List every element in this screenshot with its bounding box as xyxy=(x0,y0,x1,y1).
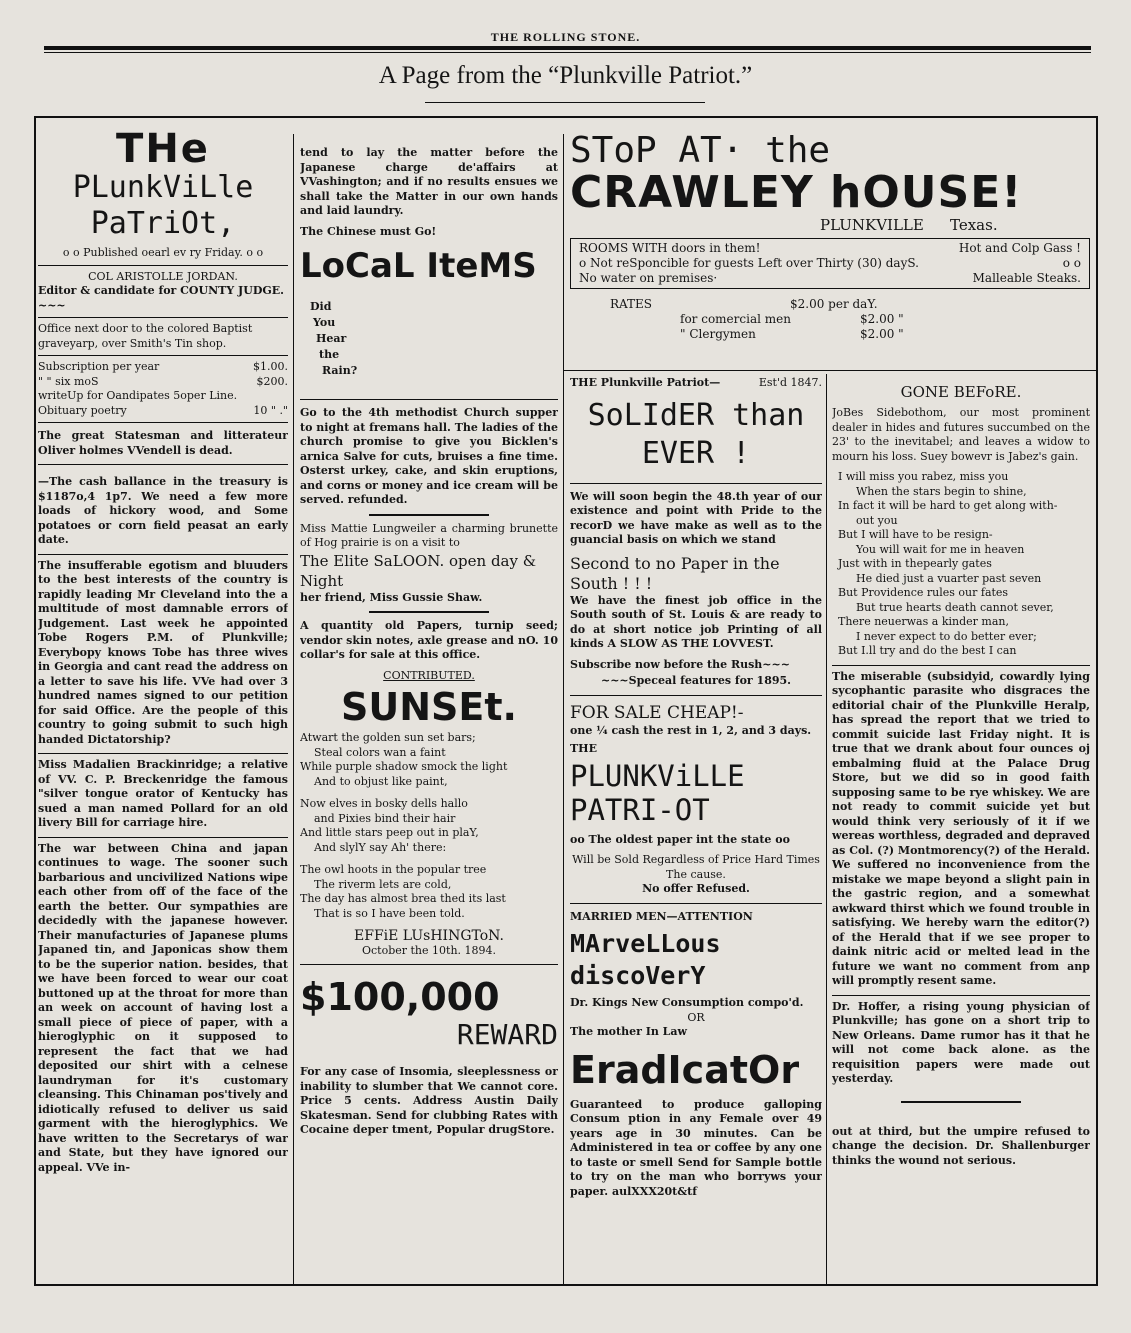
reward-amount: $100,000 xyxy=(300,975,500,1019)
rain-line: the xyxy=(319,348,340,361)
page-title: A Page from the “Plunkville Patriot.” xyxy=(378,62,753,89)
patriot-masthead xyxy=(570,376,822,391)
top-rule xyxy=(44,46,1091,53)
verse-line: But true hearts death cannot sever, xyxy=(856,600,1054,614)
crawley-city: PLUNKVILLE xyxy=(820,216,924,234)
divider xyxy=(38,355,288,356)
obituary-text: JoBes Sidebothom, our most prominent dealer in hides and futures succumbed on the 23' to the inevitabel; and leaves a widow to mourn his loss. Suey bowevr is Jabez's gain. xyxy=(832,406,1090,463)
masthead-published: o o Published oearl ev ry Friday. o o xyxy=(62,246,264,259)
elite-saloon-ad: The Elite SaLOON. open day & Night xyxy=(300,551,537,590)
sold-text: Will be Sold Regardless of Price Hard Times The cause. xyxy=(572,853,820,881)
for-sale-the: THE xyxy=(570,742,597,755)
verse-line: There neuerwas a kinder man, xyxy=(838,615,1009,628)
herald-text: The miserable (subsidyid, cowardly lying sycophantic parasite who disgraces the editorial chair of the Plunkville Heralp, has spread the report that we tried to commit suicide last Friday night. It is true that we drank about four ounces oj embalming fluid at the Palace Drug Store, but we did so in good faith supposing same to be rye whiskey. We are not ready to commit suicide yet but would think very seriously of it if we wereas worthless, degraded and depraved as Col. (?) Montmorency(?) of the Herald. We suffered no inconvenience from the mistake we mape beyond a slight pain in the gastric region, and a somewhat awkward thirst which we found trouble in satisfying. We hereby warn the editor(?) of the Herald that if we see proper to daink nitric acid or melted lead in the future we want no comment from anp will promptly resent same. xyxy=(832,669,1090,987)
masthead-editor-role: Editor & candidate for COUNTY JUDGE. ~~~ xyxy=(38,284,284,312)
poem-line: While purple shadow smock the light xyxy=(300,760,508,773)
subscription-table xyxy=(38,360,288,418)
rates-row xyxy=(610,327,1090,342)
poem-line: Steal colors wan a faint xyxy=(314,745,446,759)
rooms-right: Malleable Steaks. xyxy=(972,271,1081,285)
rooms-box xyxy=(570,238,1090,289)
divider xyxy=(38,317,288,318)
kings-text: Dr. Kings New Consumption compo'd. xyxy=(570,996,804,1009)
divider xyxy=(38,265,288,266)
divider xyxy=(300,964,558,965)
crawley-location xyxy=(570,216,1090,234)
subscription-row xyxy=(38,389,288,404)
eradicator-heading: EradIcatOr xyxy=(570,1047,800,1092)
poem-stanza xyxy=(300,731,558,789)
poem-line: Atwart the golden sun set bars; xyxy=(300,731,476,744)
rain-line: You xyxy=(313,316,336,329)
job-text: We have the finest job office in the South south of St. Louis & are ready to do at short notice job Printing of all kinds A SLOW AS THE LOVVEST. xyxy=(570,593,822,650)
rooms-left: ROOMS WITH doors in them! xyxy=(579,241,761,255)
rates-table xyxy=(610,297,1090,342)
reward-word: REWARD xyxy=(456,1018,558,1051)
rooms-row xyxy=(579,271,1081,286)
or-text: OR xyxy=(687,1010,705,1024)
crawley-state: Texas. xyxy=(950,216,998,234)
subscription-row xyxy=(38,375,288,390)
rates-label: RATES xyxy=(610,297,653,311)
divider xyxy=(300,399,558,400)
poem-line: Now elves in bosky dells hallo xyxy=(300,797,468,810)
crawley-bottom-rule xyxy=(563,370,1096,371)
reward-text: For any case of Insomia, sleeplessness or inability to slumber that We cannot core. Price 5 cents. Address Austin Daily Skatesman. Send for clubbing Rates with Cocaine deper tment, Popular drugStore. xyxy=(300,1065,558,1136)
poem-line: The day has almost brea thed its last xyxy=(300,892,506,905)
poem-line: And little stars peep out in plaY, xyxy=(300,826,479,839)
verse-line: In fact it will be hard to get along with- xyxy=(838,499,1058,512)
third-text: out at third, but the umpire refused to change the decision. Dr. Shallenburger thinks the wound not serious. xyxy=(832,1124,1090,1167)
poem-stanza xyxy=(300,797,558,855)
column-4 xyxy=(832,376,1090,1282)
column-2 xyxy=(300,146,558,1282)
rates-row xyxy=(610,297,1090,312)
divider xyxy=(369,514,489,516)
statesman-note: The great Statesman and litterateur Oliver holmes VVendell is dead. xyxy=(38,429,288,457)
divider xyxy=(38,753,288,754)
rooms-row xyxy=(579,241,1081,256)
divider xyxy=(38,554,288,555)
rates-label: " Clergymen xyxy=(680,327,756,341)
oldest-paper: oo The oldest paper int the state oo xyxy=(570,832,790,846)
for-sale-heading: FOR SALE CHEAP!- xyxy=(570,702,744,723)
rates-row xyxy=(610,312,1090,327)
rain-ad xyxy=(310,299,558,379)
subscription-label: writeUp for Oandipates 5oper Line. xyxy=(38,389,238,402)
obituary-verse xyxy=(832,470,1090,659)
patriot-masthead-left: THE Plunkville Patriot— xyxy=(570,376,721,389)
patriot-est: Est'd 1847. xyxy=(758,376,822,389)
poem-line: The owl hoots in the popular tree xyxy=(300,863,487,876)
poem-line: The riverm lets are cold, xyxy=(314,877,452,891)
verse-line: But I.ll try and do the best I can xyxy=(838,644,1017,657)
intro-text: We will soon begin the 48.th year of our existence and point with Pride to the recorD we have make as well as to the guancial basis on which we stand xyxy=(570,489,822,546)
guarantee-text: Guaranteed to produce galloping Consum ption in any Female over 49 years age in 30 minutes. Can be Administered in tea or coffee by any one to taste or smell Send for Sample bottle to try on the man who borryws your paper. aulXXX20t&tf xyxy=(570,1097,822,1198)
poem-date: October the 10th. 1894. xyxy=(361,943,497,957)
crawley-house-ad xyxy=(570,132,1090,368)
local-items-heading: LoCaL IteMS xyxy=(300,246,537,286)
poet-name: EFFiE LUsHINGToN. xyxy=(354,928,504,944)
rooms-left: o Not reSponcible for guests Left over Thirty (30) dayS. xyxy=(579,256,919,270)
column-1-articles xyxy=(38,475,288,1175)
article-paragraph: The war between China and japan continues to wage. The sooner such barbarious and uncivilized Nations wipe each other from off of the face of the earth the better. Our sympathies are decidedly with the japanese however. Their manufacturies of Japanese plums Japaned tin, and Japonicas show them to be the superior nation. besides, that we have been forced to wear our coat buttoned up at the throat for more than an week on account of having lost a small piece of piece of paper, with a hieroglyphic on it supposed to represent the fact that we had deposited our shirt with a celnese laundryman for it's customary cleansing. This Chinaman pos'tively and idiotically refused to deliver us said garment with the hieroglyphics. We have written to the Secretarys of war and State, but they have ignored our appeal. VVe in- xyxy=(38,841,288,1174)
divider xyxy=(369,611,489,613)
verse-line: But I will have to be resign- xyxy=(838,528,993,541)
refused-text: No offer Refused. xyxy=(642,882,750,895)
masthead-name: PLunkViLle PaTriOt, xyxy=(72,170,254,241)
subscription-row xyxy=(38,404,288,419)
gone-before-heading: GONE BEFoRE. xyxy=(900,383,1022,401)
divider xyxy=(832,995,1090,996)
rates-price: $2.00 per daY. xyxy=(790,297,878,311)
rooms-left: No water on premises· xyxy=(579,271,718,285)
verse-line: I will miss you rabez, miss you xyxy=(838,470,1009,483)
rooms-row xyxy=(579,256,1081,271)
article-paragraph: Miss Madalien Brackinridge; a relative of VV. C. P. Breckenridge the famous "silver tongue orator of Kentucky has sued a man named Pollard for an old livery Bill for carriage hire. xyxy=(38,758,288,829)
divider xyxy=(38,464,288,465)
subscription-label: Obituary poetry xyxy=(38,403,127,417)
verse-line: out you xyxy=(856,513,898,527)
article-paragraph: —The cash ballance in the treasury is $1187o,4 1p7. We need a few more loads of hickory wood, and Some potatoes or corn field peasat an early date. xyxy=(38,475,288,546)
subscription-label: Subscription per year xyxy=(38,360,160,373)
rates-price: $2.00 " xyxy=(860,312,904,326)
poem-line: and Pixies bind their hair xyxy=(314,811,456,825)
column-rule-2 xyxy=(563,134,564,1284)
second-heading: Second to no Paper in the South ! ! ! xyxy=(570,553,780,593)
subscription-label: " " six moS xyxy=(38,374,99,388)
rooms-right: Hot and Colp Gass ! xyxy=(958,241,1081,255)
for-sale-patriot: PLUNKViLLE PATRI-OT xyxy=(570,758,745,827)
rates-price: $2.00 " xyxy=(860,327,904,341)
marvellous-heading: MArveLLous discoVerY xyxy=(570,929,721,990)
divider xyxy=(570,903,822,904)
masthead-office: Office next door to the colored Baptist graveyarp, over Smith's Tin shop. xyxy=(38,322,253,350)
rooms-right: o o xyxy=(1062,256,1081,270)
poem-stanza xyxy=(300,863,558,921)
article-paragraph: The insufferable egotism and bluuders to the best interests of the country is rapidly leading Mr Cleveland into the a multitude of most damnable errors of Judgement. Last week he appointed Tobe Rogers P.M. of Plunkville; Everybopy knows Tobe has three wives in Georgia and cant read the address on a letter to save his life. VVe had over 3 hundred names signed to our petition for said Office. Are the people of this country to going submit to such high handed Dictatorship? xyxy=(38,558,288,746)
mattie-notice: Miss Mattie Lungweiler a charming brunette of Hog prairie is on a visit to xyxy=(300,521,558,549)
for-sale-terms: one ¼ cash the rest in 1, 2, and 3 days. xyxy=(570,723,812,737)
married-heading: MARRIED MEN—ATTENTION xyxy=(570,909,753,923)
verse-line: But Providence rules our fates xyxy=(838,586,1009,599)
rain-line: Did xyxy=(310,300,332,313)
church-notice: Go to the 4th methodist Church supper to night at fremans hall. The ladies of the church promise to give you Bicklen's arnica Salve for cuts, bruises a fine time. Osterst urkey, cake, and skin eruptions, and corns or money and ice cream will be served. refunded. xyxy=(300,406,558,506)
mother-text: The mother In Law xyxy=(570,1025,687,1038)
subscribe-text: Subscribe now before the Rush~~~ xyxy=(570,657,790,671)
masthead-editor: COL ARISTOLLE JORDAN. xyxy=(88,269,238,283)
sunset-title: SUNSEt. xyxy=(341,685,517,729)
title-rule xyxy=(425,102,705,103)
for-sale-notice: A quantity old Papers, turnip seed; vendor skin notes, axle grease and nO. 10 collar's for sale at this office. xyxy=(300,619,558,661)
article-continued: tend to lay the matter before the Japanese charge de'affairs at VVashington; and if no results ensues we shall take the Matter in our own hands and laid laundry. xyxy=(300,146,558,217)
verse-line: You will wait for me in heaven xyxy=(856,542,1025,556)
divider xyxy=(832,665,1090,666)
rain-line: Rain? xyxy=(322,364,358,377)
rates-label: for comercial men xyxy=(680,312,791,326)
divider xyxy=(38,837,288,838)
special-text: ~~~Speceal features for 1895. xyxy=(600,674,791,687)
divider xyxy=(901,1101,1021,1103)
poem-line: And slylY say Ah' there: xyxy=(314,840,447,854)
subscription-price: 10 " ." xyxy=(253,403,288,417)
article-chinese: The Chinese must Go! xyxy=(300,224,437,238)
running-head: THE ROLLING STONE. xyxy=(490,30,641,44)
masthead-the: THe xyxy=(116,126,210,172)
column-3 xyxy=(570,376,822,1282)
subscription-price: $200. xyxy=(256,374,288,388)
divider xyxy=(38,422,288,423)
sunset-poem xyxy=(300,731,558,921)
verse-line: He died just a vuarter past seven xyxy=(856,571,1042,585)
mattie-notice-end: her friend, Miss Gussie Shaw. xyxy=(300,590,483,604)
subscription-row xyxy=(38,360,288,375)
poem-line: That is so I have been told. xyxy=(314,906,465,920)
verse-line: Just with in thepearly gates xyxy=(838,557,992,570)
column-rule-3 xyxy=(826,374,827,1284)
verse-line: When the stars begin to shine, xyxy=(856,484,1027,498)
solider-heading: SoLIdER than EVER ! xyxy=(587,397,805,471)
hoffer-text: Dr. Hoffer, a rising young physician of Plunkville; has gone on a short trip to New Orleans. Dame rumor has it that he will not come back alone. as the requisition papers were made out yesterday. xyxy=(832,999,1090,1085)
crawley-line-2: CRAWLEY hOUSE! xyxy=(570,167,1023,218)
divider xyxy=(570,483,822,484)
subscription-price: $1.00. xyxy=(253,360,288,373)
rain-line: Hear xyxy=(316,332,347,345)
crawley-line-1: SToP AT· the xyxy=(570,132,831,171)
contributed-label: CONTRIBUTED. xyxy=(383,668,475,682)
verse-line: I never expect to do better ever; xyxy=(856,629,1037,643)
poem-line: And to objust like paint, xyxy=(314,774,448,788)
column-rule-1 xyxy=(293,134,294,1284)
column-1 xyxy=(38,126,288,1282)
divider xyxy=(570,695,822,696)
